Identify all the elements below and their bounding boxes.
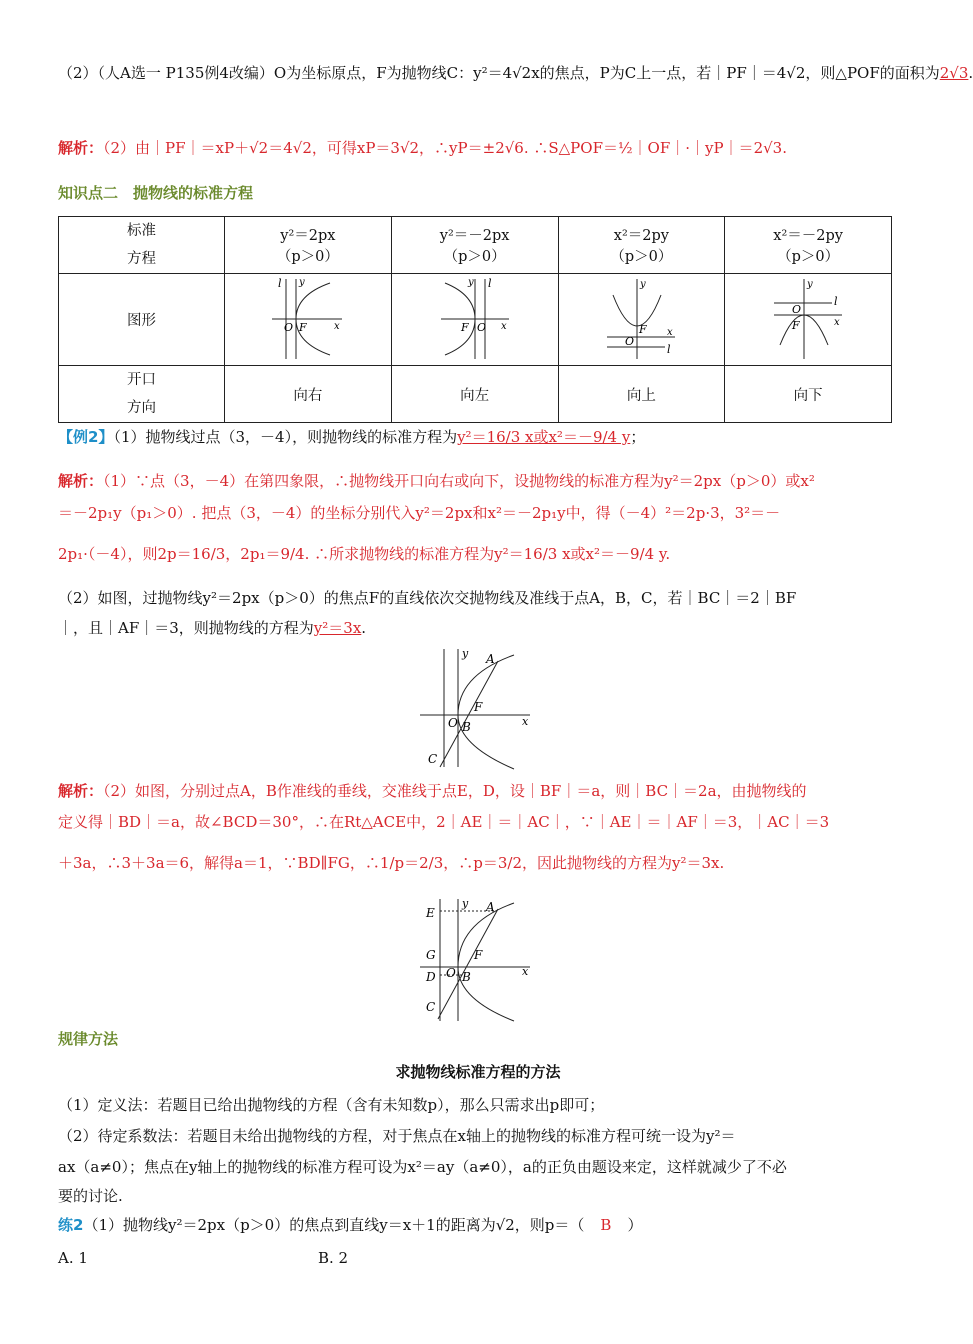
fig2-d: D xyxy=(426,970,436,984)
example-2-q1-text: （1）抛物线过点（3，－4），则抛物线的标准方程为 xyxy=(113,428,458,446)
method-title: 规律方法 xyxy=(58,1030,119,1048)
ex2-solution-2-l2: 定义得｜BD｜＝a，故∠BCD＝30°，∴在Rt△ACE中，2｜AE｜＝｜AC｜，∵｜AE｜＝｜AF｜＝3，｜AC｜＝3 xyxy=(58,813,830,831)
graph-down-svg xyxy=(768,275,848,361)
fig2-b: B xyxy=(462,970,471,984)
fig2-y: y xyxy=(462,897,469,910)
problem-2-tail: . xyxy=(968,64,973,82)
problem-2-text: （2）（人A选一 P135例4改编）O为坐标原点，F为抛物线C：y²＝4√2x的焦点，P为C上一点，若｜PF｜＝4√2，则△POF的面积为 xyxy=(58,64,940,82)
graph-down-o: O xyxy=(792,302,802,316)
graph-up xyxy=(558,274,725,366)
practice-options xyxy=(58,1247,898,1269)
ex2-q2-tail: . xyxy=(361,619,367,637)
ex2-solution-1-text1: （1）∵点（3，－4）在第四象限，∴抛物线开口向右或向下，设抛物线的标准方程为y²＝2px（p＞0）或x² xyxy=(103,472,815,490)
dir-2: 向左 xyxy=(391,366,558,423)
ex2-solution-2-text1: （2）如图，分别过点A，B作准线的垂线，交准线于点E，D，设｜BF｜＝a，则｜BC｜＝2a，由抛物线的 xyxy=(103,782,807,800)
ex2-solution-1-l1 xyxy=(58,470,898,492)
ex2-q2-answer: y²＝3x xyxy=(313,619,362,637)
solution-1 xyxy=(58,137,898,159)
cond-1: （p＞0） xyxy=(276,249,339,265)
fig1-f: F xyxy=(474,700,483,714)
graph-down-f: F xyxy=(792,318,800,332)
graph-right-y: y xyxy=(298,276,305,288)
ex2-solution-1-l3: 2p₁·（－4），则2p＝16/3，2p₁＝9/4. ∴所求抛物线的标准方程为y²＝16/3 x或x²＝－9/4 y. xyxy=(58,545,671,563)
ex2-solution-1-l2: ＝－2p₁y（p₁＞0）. 把点（3，－4）的坐标分别代入y²＝2px和x²＝－2p₁y中，得（－4）²＝2p·3，3²＝－ xyxy=(58,504,781,522)
practice-2-q xyxy=(58,1214,898,1236)
ex2-solution-1-label: 解析： xyxy=(58,472,104,490)
fig2-f: F xyxy=(474,948,483,962)
example-2-q1 xyxy=(58,426,898,448)
fig1-o: O xyxy=(448,716,458,730)
ex2-solution-2-label: 解析： xyxy=(58,782,104,800)
practice-2-tag: 练2 xyxy=(58,1216,84,1234)
fig1-x: x xyxy=(522,715,529,728)
fig1-b: B xyxy=(462,720,471,734)
graph-left-o: O xyxy=(476,320,486,334)
eq-4: x²＝－2py xyxy=(773,228,843,244)
cond-3: （p＞0） xyxy=(610,249,673,265)
dir-4: 向下 xyxy=(725,366,892,423)
eq-1: y²＝2px xyxy=(280,228,336,244)
standard-form-table xyxy=(58,216,892,423)
method-subtitle: 求抛物线标准方程的方法 xyxy=(395,1063,561,1081)
fig1-a: A xyxy=(486,652,495,666)
cond-4: （p＞0） xyxy=(777,249,840,265)
eq-cell-4 xyxy=(725,217,892,274)
method-l4: 要的讨论. xyxy=(58,1187,123,1205)
eq-3: x²＝2py xyxy=(613,228,669,244)
fig2-x: x xyxy=(522,965,529,978)
practice-2-text: （1）抛物线y²＝2px（p＞0）的焦点到直线y＝x＋1的距离为√2，则p＝（ xyxy=(83,1216,585,1234)
section-title: 知识点二 抛物线的标准方程 xyxy=(58,184,254,202)
cond-2: （p＞0） xyxy=(443,249,506,265)
figure-2 xyxy=(418,895,538,1023)
graph-up-o: O xyxy=(625,334,635,348)
graph-right-o: O xyxy=(283,320,293,334)
graph-right-x: x xyxy=(333,320,340,332)
graph-left-svg xyxy=(435,275,515,361)
method-l2: （2）待定系数法：若题目未给出抛物线的方程，对于焦点在x轴上的抛物线的标准方程可统一设为y²＝ xyxy=(58,1127,736,1145)
ex2-q2-text: ｜，且｜AF｜＝3，则抛物线的方程为 xyxy=(58,619,314,637)
row-header-equation: 标准 方程 xyxy=(59,217,225,274)
graph-up-f: F xyxy=(639,322,648,336)
fig2-g: G xyxy=(426,948,436,962)
graph-up-y: y xyxy=(640,278,647,290)
graph-down-x: x xyxy=(834,316,840,328)
method-l3: ax（a≠0）；焦点在y轴上的抛物线的标准方程可设为x²＝ay（a≠0），a的正负由题设来定，这样就减少了不必 xyxy=(58,1158,787,1176)
problem-2-line xyxy=(58,62,973,84)
graph-right-f: F xyxy=(298,320,307,334)
option-a: A. 1 xyxy=(58,1249,88,1267)
graph-left-y: y xyxy=(467,276,474,288)
example-2-tag: 【例2】 xyxy=(58,428,114,446)
graph-left-l: l xyxy=(487,276,492,290)
figure-1 xyxy=(418,645,538,769)
fig2-o: O xyxy=(446,966,456,980)
graph-left-x: x xyxy=(500,320,507,332)
graph-up-svg xyxy=(601,275,681,361)
option-b: B. 2 xyxy=(318,1249,349,1267)
ex2-solution-2-l1 xyxy=(58,780,898,802)
row-header-graph: 图形 xyxy=(59,274,225,366)
fig1-c: C xyxy=(428,752,438,766)
ex2-q2-l2 xyxy=(58,617,898,639)
graph-left-f: F xyxy=(460,320,469,334)
graph-down-y: y xyxy=(807,278,813,290)
graph-up-l: l xyxy=(667,342,671,356)
graph-down-l: l xyxy=(834,294,838,308)
graph-right-svg xyxy=(268,275,348,361)
fig2-c: C xyxy=(426,1000,436,1014)
practice-2-answer: B xyxy=(600,1216,612,1234)
eq-cell-3 xyxy=(558,217,725,274)
eq-2: y²＝－2px xyxy=(439,228,510,244)
problem-2-answer: 2√3 xyxy=(939,64,969,82)
fig2-e: E xyxy=(426,906,435,920)
graph-right xyxy=(225,274,392,366)
graph-down xyxy=(725,274,892,366)
solution-1-label: 解析： xyxy=(58,139,104,157)
example-2-q1-answer: y²＝16/3 x或x²＝－9/4 y xyxy=(457,428,631,446)
fig2-a: A xyxy=(486,900,495,914)
eq-cell-1 xyxy=(225,217,392,274)
graph-right-l: l xyxy=(277,276,282,290)
example-2-q1-tail: ； xyxy=(630,428,646,446)
method-l1: （1）定义法：若题目已给出抛物线的方程（含有未知数p），那么只需求出p即可； xyxy=(58,1096,605,1114)
practice-2-tail: ） xyxy=(627,1216,643,1234)
row-header-direction: 开口 方向 xyxy=(59,366,225,423)
graph-left xyxy=(391,274,558,366)
eq-cell-2 xyxy=(391,217,558,274)
dir-1: 向右 xyxy=(225,366,392,423)
graph-up-x: x xyxy=(667,326,674,338)
fig1-y: y xyxy=(462,647,469,660)
ex2-q2-l1: （2）如图，过抛物线y²＝2px（p＞0）的焦点F的直线依次交抛物线及准线于点A，B，C，若｜BC｜＝2｜BF xyxy=(58,589,797,607)
solution-1-text: （2）由｜PF｜＝xP＋√2＝4√2，可得xP＝3√2，∴yP＝±2√6. ∴S△POF＝½｜OF｜·｜yP｜＝2√3. xyxy=(103,139,787,157)
dir-3: 向上 xyxy=(558,366,725,423)
ex2-solution-2-l3: ＋3a，∴3＋3a＝6，解得a＝1，∵BD∥FG，∴1/p＝2/3，∴p＝3/2，因此抛物线的方程为y²＝3x. xyxy=(58,854,725,872)
